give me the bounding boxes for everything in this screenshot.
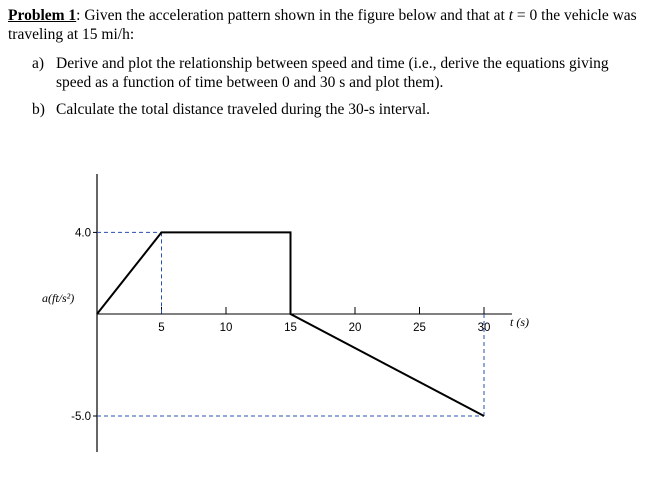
problem-intro-part-2: = 0 the vehicle was traveling at 15 mi/h: [8,7,637,43]
x-tick-label: 20 [348,322,362,334]
x-tick-label: 15 [284,322,297,334]
chart-axes [93,174,512,452]
chart-labels [42,227,529,423]
question-a-text: Derive and plot the relationship between speed and time (i.e., derive the equations giving speed as a function of time between 0 and 30 s and plot them). [56,55,609,91]
question-b-label: b) [32,101,45,118]
question-b-text: Calculate the total distance traveled during the 30-s interval. [56,101,431,118]
y-axis-label: a(ft/s²) [42,291,75,305]
x-tick-label: 30 [477,322,491,334]
x-tick-label: 5 [158,322,165,334]
x-tick-label: 25 [413,322,426,334]
x-axis-label: t (s) [510,315,529,329]
problem-heading: Problem 1 [8,7,77,24]
y-tick-label: 4.0 [75,227,91,240]
problem-intro-part-1: : Given the acceleration pattern shown in the figure below and that at [76,7,509,24]
time-variable: t [508,7,514,24]
question-a-label: a) [32,55,45,72]
x-tick-label: 10 [219,322,233,334]
y-tick-label: -5.0 [71,411,91,423]
